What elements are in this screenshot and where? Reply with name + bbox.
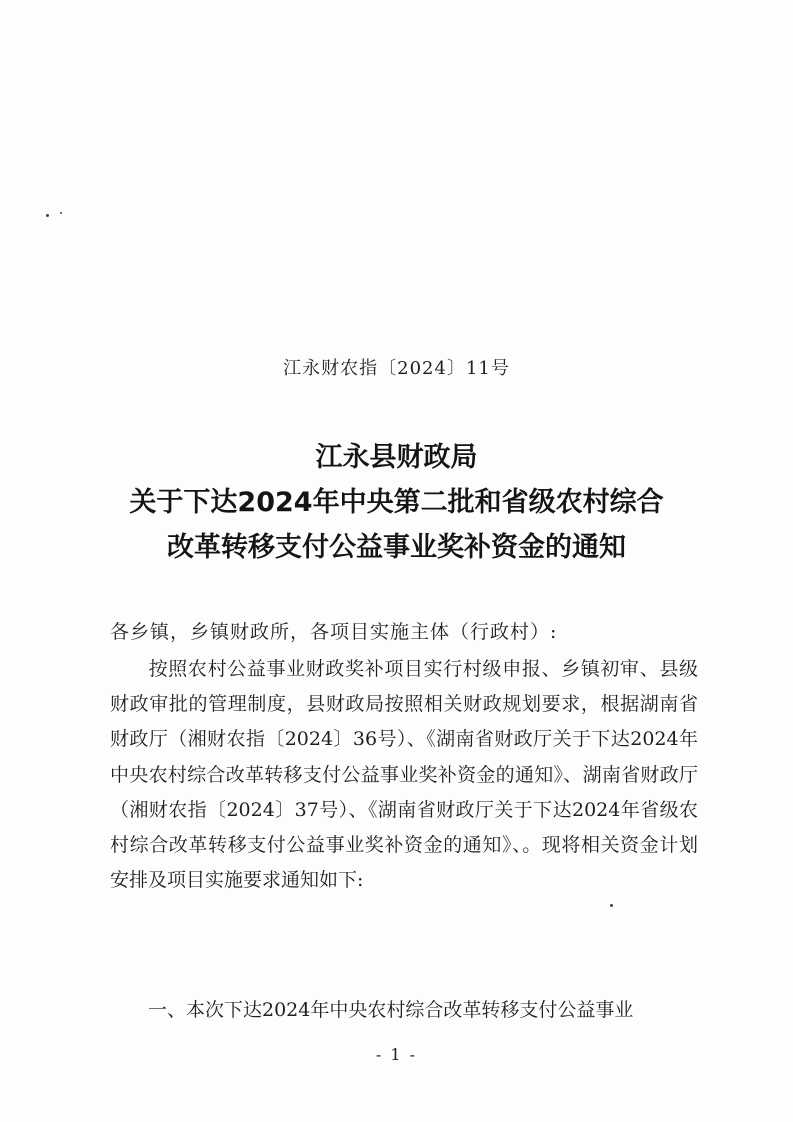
title-line-2: 关于下达2024年中央第二批和省级农村综合 [129,487,664,518]
body-paragraph-1 [110,652,698,898]
recipients-line: 各乡镇，乡镇财政所，各项目实施主体（行政村）: [110,621,558,643]
scan-speck [60,212,62,214]
body-paragraph-2 [110,993,698,1028]
scan-speck [46,214,49,217]
page-number: - 1 - [375,1045,418,1064]
title-line-3: 改革转移支付公益事业奖补资金的通知 [167,532,626,563]
body-paragraph-2-text: 一、本次下达2024年中央农村综合改革转移支付公益事业 [148,999,634,1021]
document-number: 江永财农指〔2024〕11号 [283,358,510,379]
scan-speck [610,904,613,907]
body-paragraph-1-text: 按照农村公益事业财政奖补项目实行村级申报、乡镇初审、县级财政审批的管理制度，县财政局按照相关财政规划要求，根据湖南省财政厅（湘财农指〔2024〕36号）、《湖南省财政厅关于下达2024年中央农村综合改革转移支付公益事业奖补资金的通知》、湖南省财政厅（湘财农指〔2024〕37号）、《湖南省财政厅关于下达2024年省级农村综合改革转移支付公益事业奖补资金的通知》、。现将相关资金计划安排及项目实施要求通知如下: [110,658,698,892]
title-line-1: 江永县财政局 [315,442,478,473]
